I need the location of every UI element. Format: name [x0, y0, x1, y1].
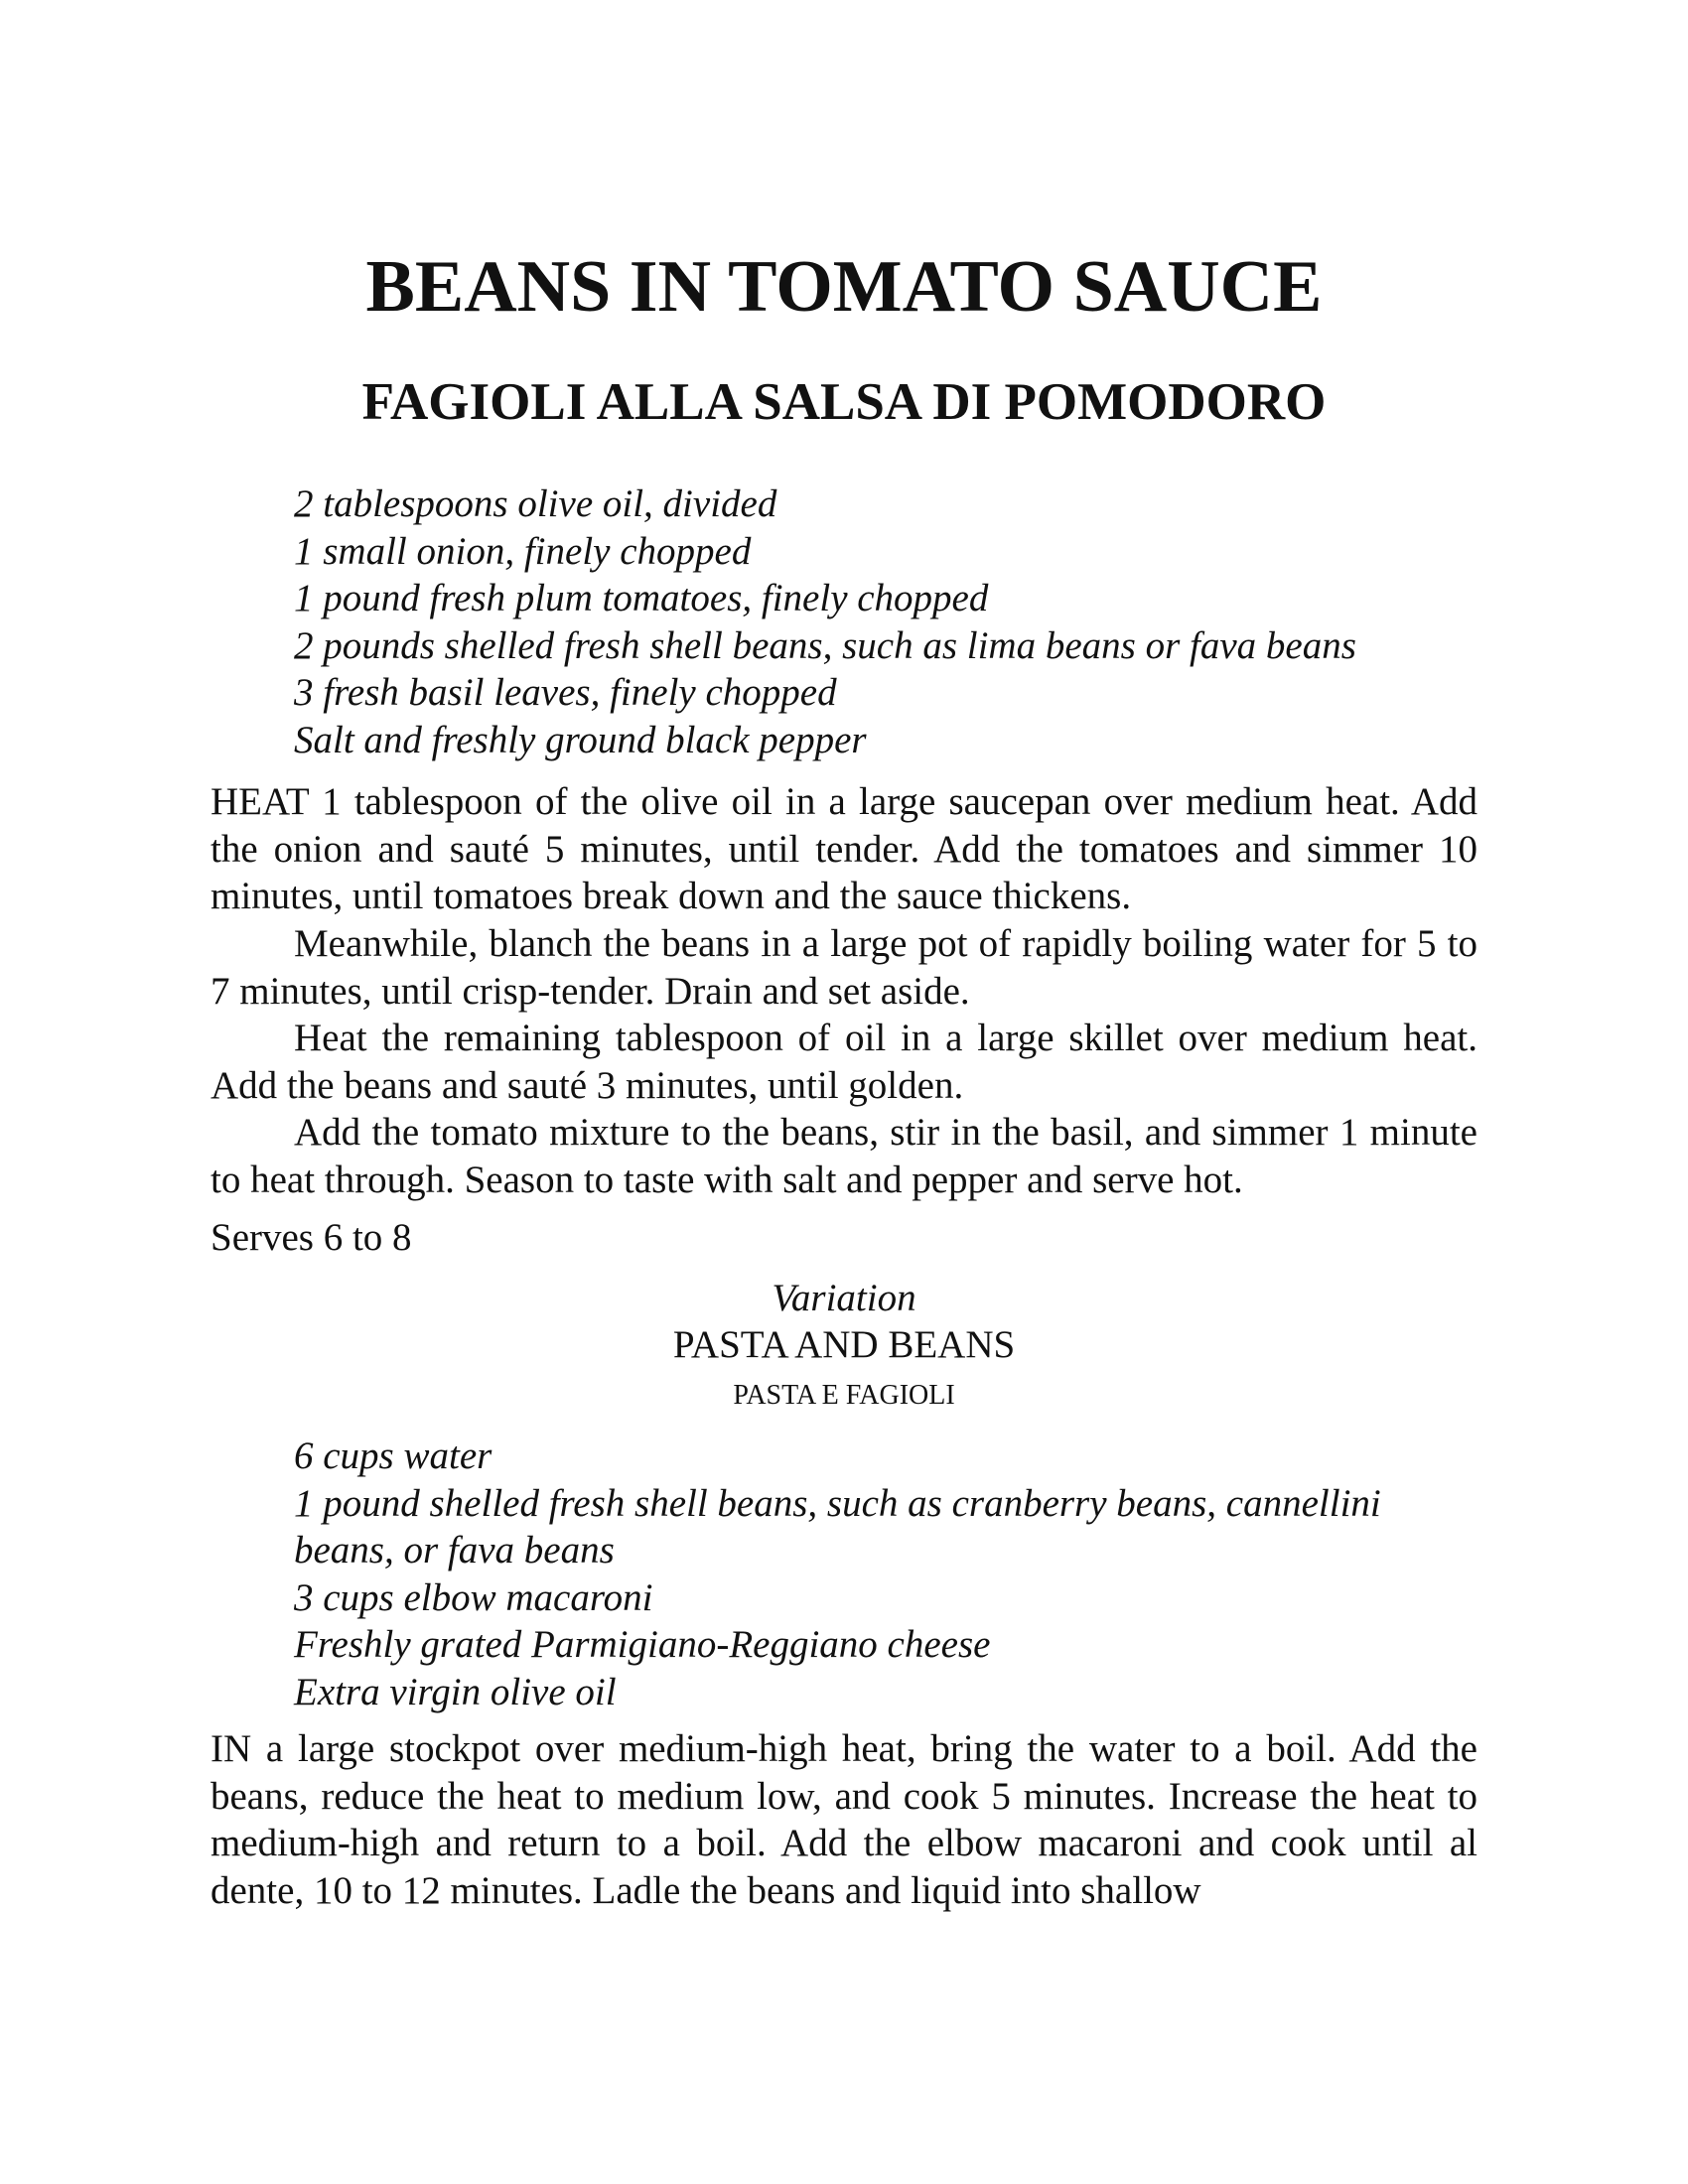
ingredient-item: Extra virgin olive oil: [294, 1670, 617, 1713]
ingredient-item: 1 small onion, finely chopped: [294, 529, 752, 573]
variation-subtitle: PASTA E FAGIOLI: [733, 1380, 955, 1411]
ingredient-list: [294, 480, 1477, 763]
ingredient-item: 3 fresh basil leaves, finely chopped: [294, 671, 837, 714]
ingredient-item: 6 cups water: [294, 1434, 492, 1477]
ingredient-item: 1 pound fresh plum tomatoes, finely chopped: [294, 577, 989, 619]
ingredient-item: 2 tablespoons olive oil, divided: [294, 482, 777, 525]
variation-title: PASTA AND BEANS: [672, 1323, 1016, 1366]
recipe-title: BEANS IN TOMATO SAUCE: [365, 246, 1323, 328]
recipe-subtitle: FAGIOLI ALLA SALSA DI POMODORO: [361, 373, 1327, 431]
instruction-paragraph: Meanwhile, blanch the beans in a large pot of rapidly boiling water for 5 to 7 minutes, until crisp-tender. Drain and set aside.: [211, 922, 1477, 1013]
ingredient-item: Salt and freshly ground black pepper: [294, 718, 867, 761]
serves-note: Serves 6 to 8: [211, 1216, 412, 1259]
recipe-page: [211, 0, 1477, 2184]
instruction-paragraph: Add the tomato mixture to the beans, stir in the basil, and simmer 1 minute to heat through. Season to taste with salt and pepper and serve hot.: [211, 1111, 1477, 1201]
ingredient-item: 3 cups elbow macaroni: [294, 1575, 653, 1619]
instruction-paragraph: IN a large stockpot over medium-high heat, bring the water to a boil. Add the beans, reduce the heat to medium low, and cook 5 minutes. Increase the heat to medium-high and return to a boil. Add the elbow macaroni and cook until al dente, 10 to 12 minutes. Ladle the beans and liquid into shallow: [211, 1727, 1477, 1912]
variation-ingredient-list: [294, 1433, 1477, 1715]
ingredient-item: 1 pound shelled fresh shell beans, such as cranberry beans, cannellini beans, or fava beans: [294, 1481, 1381, 1571]
variation-label: Variation: [772, 1277, 916, 1319]
ingredient-item: 2 pounds shelled fresh shell beans, such as lima beans or fava beans: [294, 623, 1356, 667]
ingredient-item: Freshly grated Parmigiano-Reggiano cheese: [294, 1623, 991, 1666]
instruction-paragraph: HEAT 1 tablespoon of the olive oil in a large saucepan over medium heat. Add the onion and sauté 5 minutes, until tender. Add the tomatoes and simmer 10 minutes, until tomatoes break down and the sauce thickens.: [211, 780, 1477, 917]
instruction-paragraph: Heat the remaining tablespoon of oil in a large skillet over medium heat. Add the beans and sauté 3 minutes, until golden.: [211, 1017, 1477, 1107]
